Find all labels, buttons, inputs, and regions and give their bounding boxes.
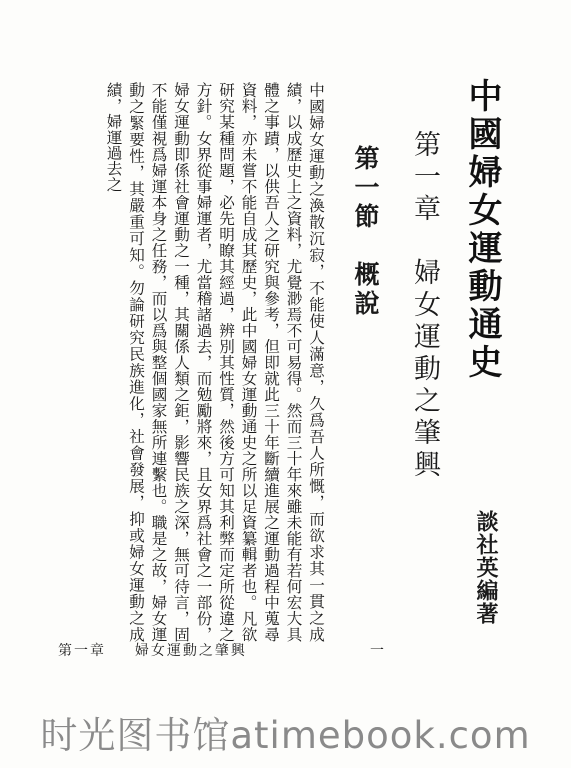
- page-number: 一: [370, 643, 384, 659]
- section-heading: 第一節 概說: [351, 145, 380, 319]
- body-text: [102, 82, 327, 642]
- footer-chapter-number: 第一章: [58, 643, 106, 659]
- footer-chapter-title: 婦女運動之肇興: [134, 643, 247, 659]
- author-credit: 談社英編著: [473, 510, 498, 625]
- book-title: 中國婦女運動通史: [462, 78, 502, 382]
- chapter-heading: 第一章 婦女運動之肇興: [409, 130, 440, 482]
- site-watermark: 时光图书馆atimebook.com: [40, 714, 531, 757]
- running-footer: [58, 640, 247, 660]
- body-paragraph: 中國婦女運動之渙散沉寂，不能使人滿意，久爲吾人所慨，而欲求其一貫之成績，以成歷史上之資料，尤覺渺焉不可易得。然而三十年來雖未能有若何宏大具體之事蹟，以供吾人之研究與參考，但即就此三十年斷續進展之運動過程中蒐尋資料，亦未嘗不能自成其歷史，此中國婦女運動通史之所以足資纂輯者也。凡欲研究某種問題，必先明瞭其經過，辨別其性質，然後方可知其利弊而定所從違之方針。女界從事婦運者，尤當稽諸過去，而勉勵將來，且女界爲社會之一部份，婦女運動即係社會運動之一種，其關係人類之鉅，影響民族之深，無可待言，固不能僅視爲婦運本身之任務，而以爲與整個國家無所連繫也。職是之故，婦女運動之緊要性，其嚴重可知。勿論研究民族進化，社會發展，抑或婦女運動之成績，婦運過去之: [104, 82, 325, 642]
